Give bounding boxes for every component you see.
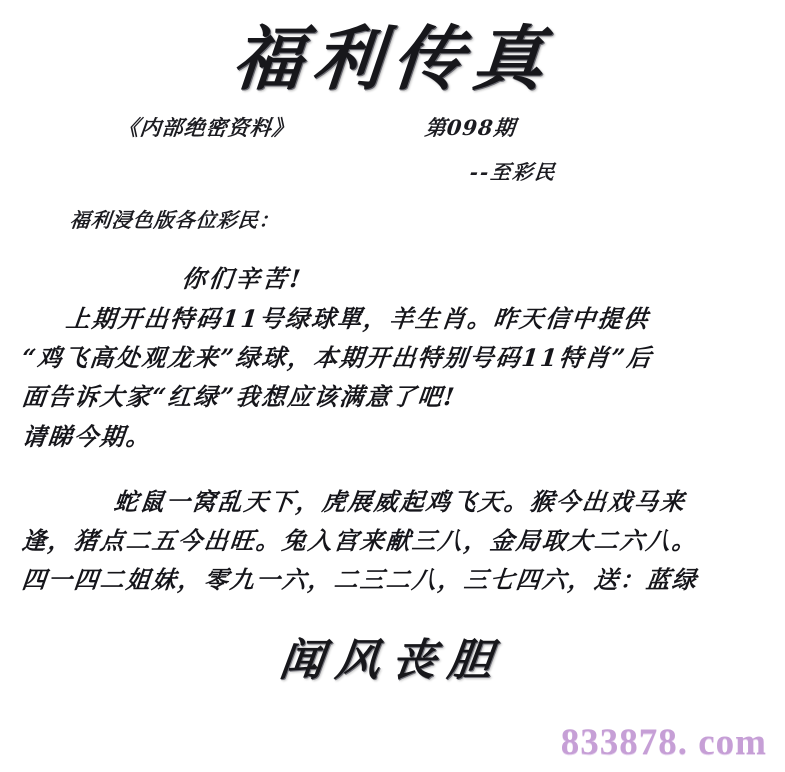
subheader-row [0, 112, 785, 184]
body-paragraph-3: 面告诉大家“红绿”我想应该满意了吧! [20, 382, 458, 412]
dedication-line: --至彩民 [468, 160, 558, 184]
site-watermark: 833878. com [560, 722, 767, 763]
body-paragraph-1: 上期开出特码11号绿球單，羊生肖。昨天信中提供 [64, 304, 651, 333]
forecast-line-1: 蛇鼠一窝乱天下，虎展威起鸡飞天。猴今出戏马来 [112, 486, 688, 516]
body-paragraph-4: 请睇今期。 [20, 421, 154, 451]
forecast-line-3: 四一四二姐妹，零九一六，二三二八，三七四六，送：蓝绿 [20, 565, 700, 595]
paragraph-spacer [22, 455, 763, 477]
page-title: 福利传真 [228, 17, 557, 100]
issue-number: 第098期 [423, 115, 518, 140]
body-paragraph-2: “鸡飞高处观龙来”绿球，本期开出特别号码11特肖”后 [20, 343, 655, 373]
salutation: 福利浸色版各位彩民： [68, 208, 282, 232]
footer-slogan: 闻风丧胆 [276, 635, 508, 687]
greeting-row [22, 233, 763, 294]
salutation-row [22, 204, 763, 233]
forecast-line-2: 逢，猪点二五今出旺。兔入宫来献三八，金局取大二六八。 [20, 525, 700, 555]
greeting: 你们辛苦! [180, 264, 305, 293]
masthead [0, 0, 785, 100]
document-body [0, 204, 785, 688]
subtitle-secret-material: 《内部绝密资料》 [116, 115, 296, 140]
